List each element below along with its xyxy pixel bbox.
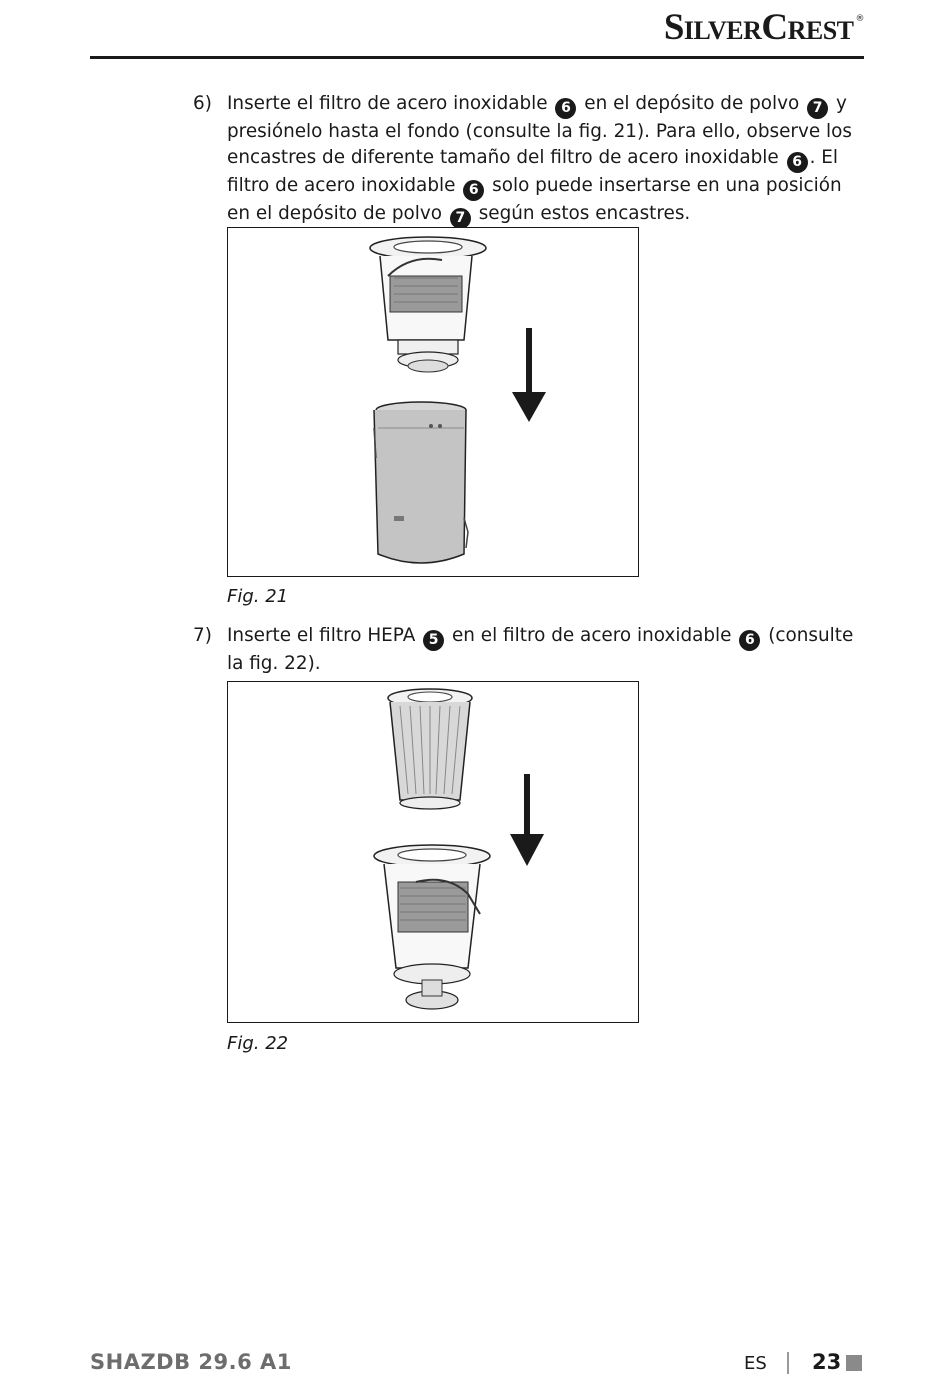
figure-21-caption: Fig. 21	[227, 586, 289, 607]
step-6	[193, 91, 858, 229]
part-number-badge: 6	[787, 152, 808, 173]
step-number: 6)	[193, 93, 212, 114]
registered-mark: ®	[855, 14, 864, 24]
figure-22	[227, 681, 639, 1023]
figure-22-caption: Fig. 22	[227, 1033, 289, 1054]
illustration-hepa-into-steel-filter	[228, 682, 638, 1022]
step-number: 7)	[193, 625, 212, 646]
step-text: Inserte el filtro de acero inoxidable 6 en el depósito de polvo 7 y presiónelo hasta el fondo (consulte la fig. 21). Para ello, observe los encastres de diferente tamaño del filtro de acero inoxidable 6 . El filtro de acero inoxidable 6 solo puede insertarse en una posición en el depósito de polvo 7 según estos encastres.	[227, 91, 858, 229]
part-number-badge: 5	[423, 630, 444, 651]
page-number: 23	[812, 1350, 842, 1374]
part-number-badge: 7	[450, 208, 471, 229]
page-marker-square	[846, 1355, 862, 1371]
illustration-filter-into-dust-container	[228, 228, 638, 576]
part-number-badge: 6	[463, 180, 484, 201]
part-number-badge: 7	[807, 98, 828, 119]
brand-name: SilverCrest	[663, 7, 854, 48]
part-number-badge: 6	[555, 98, 576, 119]
step-7	[193, 623, 858, 677]
step-text: Inserte el filtro HEPA 5 en el filtro de acero inoxidable 6 (consulte la fig. 22).	[227, 625, 854, 674]
footer-separator	[787, 1352, 789, 1374]
figure-21	[227, 227, 639, 577]
part-number-badge: 6	[739, 630, 760, 651]
header-rule	[90, 56, 864, 59]
language-code: ES	[744, 1353, 767, 1374]
brand-logo	[664, 6, 864, 49]
model-number: SHAZDB 29.6 A1	[90, 1350, 292, 1374]
